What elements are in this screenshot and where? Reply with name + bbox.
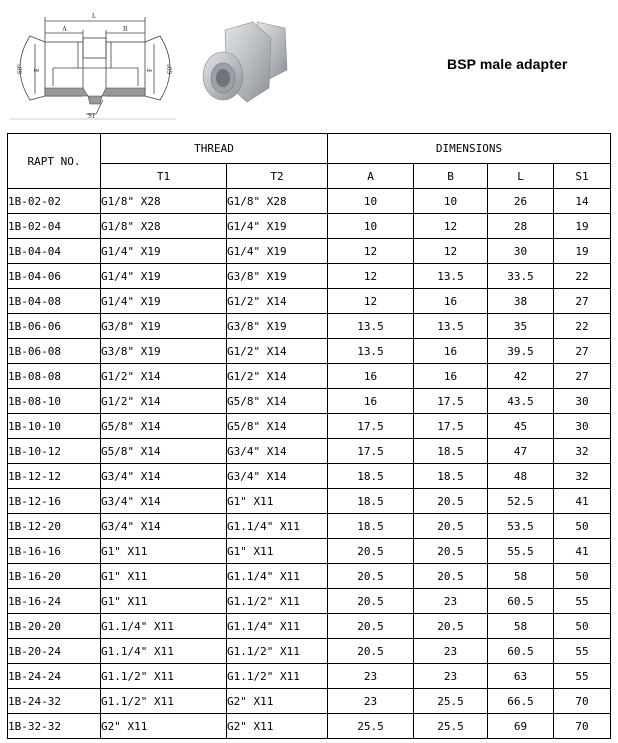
dimension-label-s1: S1 xyxy=(88,112,96,120)
cell-b: 17.5 xyxy=(414,389,488,414)
cell-t1: G1/8" X28 xyxy=(101,189,227,214)
cell-t1: G5/8" X14 xyxy=(101,439,227,464)
cell-part: 1B-10-12 xyxy=(8,439,101,464)
cell-part: 1B-06-08 xyxy=(8,339,101,364)
table-row xyxy=(8,639,611,664)
table-row xyxy=(8,389,611,414)
cell-t2: G2" X11 xyxy=(227,714,328,739)
table-row xyxy=(8,439,611,464)
dimension-label-e: E xyxy=(33,67,41,72)
table-row xyxy=(8,714,611,739)
cell-t2: G1/2" X14 xyxy=(227,289,328,314)
dimension-label-a: A xyxy=(62,25,68,33)
cell-part: 1B-16-24 xyxy=(8,589,101,614)
cell-t1: G2" X11 xyxy=(101,714,227,739)
dimension-label-l: L xyxy=(92,12,97,20)
cell-s1: 32 xyxy=(554,439,611,464)
cell-l: 45 xyxy=(488,414,554,439)
cell-t1: G3/8" X19 xyxy=(101,339,227,364)
cell-part: 1B-20-24 xyxy=(8,639,101,664)
header-a: A xyxy=(328,164,414,189)
cell-l: 26 xyxy=(488,189,554,214)
table-row xyxy=(8,364,611,389)
cell-b: 17.5 xyxy=(414,414,488,439)
cell-l: 38 xyxy=(488,289,554,314)
cell-t2: G1.1/2" X11 xyxy=(227,589,328,614)
cell-t1: G3/8" X19 xyxy=(101,314,227,339)
cell-part: 1B-02-02 xyxy=(8,189,101,214)
table-row xyxy=(8,514,611,539)
cell-l: 60.5 xyxy=(488,639,554,664)
cell-l: 42 xyxy=(488,364,554,389)
cell-part: 1B-04-06 xyxy=(8,264,101,289)
cell-b: 25.5 xyxy=(414,689,488,714)
cell-l: 35 xyxy=(488,314,554,339)
cell-s1: 19 xyxy=(554,214,611,239)
cell-t1: G1/2" X14 xyxy=(101,364,227,389)
cell-s1: 19 xyxy=(554,239,611,264)
cell-b: 10 xyxy=(414,189,488,214)
cell-b: 13.5 xyxy=(414,264,488,289)
cell-t2: G3/8" X19 xyxy=(227,314,328,339)
cell-a: 20.5 xyxy=(328,639,414,664)
cell-s1: 27 xyxy=(554,289,611,314)
table-row xyxy=(8,414,611,439)
cell-t1: G3/4" X14 xyxy=(101,464,227,489)
cell-t1: G1" X11 xyxy=(101,539,227,564)
product-photo xyxy=(197,10,289,108)
cell-a: 17.5 xyxy=(328,439,414,464)
cell-b: 18.5 xyxy=(414,439,488,464)
table-row xyxy=(8,239,611,264)
cell-t1: G1.1/2" X11 xyxy=(101,664,227,689)
table-row xyxy=(8,214,611,239)
cell-s1: 50 xyxy=(554,514,611,539)
header-dimensions: DIMENSIONS xyxy=(328,134,611,164)
cell-a: 16 xyxy=(328,364,414,389)
cell-l: 47 xyxy=(488,439,554,464)
cell-a: 20.5 xyxy=(328,614,414,639)
cell-b: 20.5 xyxy=(414,514,488,539)
table-row xyxy=(8,689,611,714)
cell-part: 1B-20-20 xyxy=(8,614,101,639)
cell-t2: G1.1/2" X11 xyxy=(227,664,328,689)
cell-s1: 55 xyxy=(554,589,611,614)
technical-drawing xyxy=(8,8,178,120)
cell-l: 66.5 xyxy=(488,689,554,714)
cell-part: 1B-04-08 xyxy=(8,289,101,314)
cell-l: 58 xyxy=(488,564,554,589)
cell-a: 18.5 xyxy=(328,464,414,489)
cell-t1: G3/4" X14 xyxy=(101,489,227,514)
cell-s1: 50 xyxy=(554,614,611,639)
cell-a: 23 xyxy=(328,689,414,714)
cell-a: 12 xyxy=(328,289,414,314)
cell-t2: G1.1/2" X11 xyxy=(227,639,328,664)
cell-t1: G1/8" X28 xyxy=(101,214,227,239)
cell-t2: G2" X11 xyxy=(227,689,328,714)
cell-l: 28 xyxy=(488,214,554,239)
cell-part: 1B-06-06 xyxy=(8,314,101,339)
cell-t2: G1/2" X14 xyxy=(227,339,328,364)
cell-l: 39.5 xyxy=(488,339,554,364)
cell-s1: 14 xyxy=(554,189,611,214)
cell-t2: G3/4" X14 xyxy=(227,464,328,489)
cell-l: 43.5 xyxy=(488,389,554,414)
cell-l: 58 xyxy=(488,614,554,639)
cell-part: 1B-08-08 xyxy=(8,364,101,389)
cell-b: 20.5 xyxy=(414,564,488,589)
cell-t1: G5/8" X14 xyxy=(101,414,227,439)
cell-s1: 27 xyxy=(554,339,611,364)
cell-a: 20.5 xyxy=(328,539,414,564)
cell-t2: G1.1/4" X11 xyxy=(227,614,328,639)
cell-a: 12 xyxy=(328,264,414,289)
cell-t1: G1/2" X14 xyxy=(101,389,227,414)
cell-t2: G3/4" X14 xyxy=(227,439,328,464)
cell-b: 23 xyxy=(414,664,488,689)
cell-a: 13.5 xyxy=(328,339,414,364)
cell-b: 23 xyxy=(414,639,488,664)
cell-t2: G5/8" X14 xyxy=(227,414,328,439)
table-row xyxy=(8,314,611,339)
table-row xyxy=(8,589,611,614)
angle-label-left: 60° xyxy=(16,64,24,74)
header-thread: THREAD xyxy=(101,134,328,164)
cell-l: 53.5 xyxy=(488,514,554,539)
cell-t1: G3/4" X14 xyxy=(101,514,227,539)
cell-part: 1B-08-10 xyxy=(8,389,101,414)
cell-t1: G1.1/4" X11 xyxy=(101,614,227,639)
table-row xyxy=(8,264,611,289)
cell-t2: G3/8" X19 xyxy=(227,264,328,289)
cell-l: 69 xyxy=(488,714,554,739)
header-t2: T2 xyxy=(227,164,328,189)
cell-l: 48 xyxy=(488,464,554,489)
cell-s1: 70 xyxy=(554,689,611,714)
cell-b: 20.5 xyxy=(414,614,488,639)
cell-a: 10 xyxy=(328,214,414,239)
spec-table xyxy=(7,133,611,739)
cell-t2: G1/4" X19 xyxy=(227,214,328,239)
cell-t1: G1" X11 xyxy=(101,589,227,614)
header-l: L xyxy=(488,164,554,189)
cell-s1: 70 xyxy=(554,714,611,739)
table-row xyxy=(8,664,611,689)
cell-a: 20.5 xyxy=(328,564,414,589)
cell-l: 55.5 xyxy=(488,539,554,564)
table-row xyxy=(8,464,611,489)
cell-a: 23 xyxy=(328,664,414,689)
cell-t1: G1.1/4" X11 xyxy=(101,639,227,664)
cell-s1: 30 xyxy=(554,389,611,414)
cell-a: 18.5 xyxy=(328,514,414,539)
header-b: B xyxy=(414,164,488,189)
cell-t1: G1.1/2" X11 xyxy=(101,689,227,714)
cell-l: 33.5 xyxy=(488,264,554,289)
cell-s1: 55 xyxy=(554,639,611,664)
table-row xyxy=(8,289,611,314)
cell-t1: G1/4" X19 xyxy=(101,264,227,289)
cell-t2: G1/4" X19 xyxy=(227,239,328,264)
cell-part: 1B-04-04 xyxy=(8,239,101,264)
cell-b: 25.5 xyxy=(414,714,488,739)
cell-b: 13.5 xyxy=(414,314,488,339)
cell-t2: G1/8" X28 xyxy=(227,189,328,214)
cell-t2: G1" X11 xyxy=(227,539,328,564)
cell-s1: 55 xyxy=(554,664,611,689)
cell-b: 16 xyxy=(414,364,488,389)
cell-part: 1B-24-24 xyxy=(8,664,101,689)
cell-s1: 41 xyxy=(554,489,611,514)
cell-t1: G1" X11 xyxy=(101,564,227,589)
cell-l: 52.5 xyxy=(488,489,554,514)
cell-b: 12 xyxy=(414,214,488,239)
cell-t2: G5/8" X14 xyxy=(227,389,328,414)
table-row xyxy=(8,189,611,214)
cell-s1: 22 xyxy=(554,264,611,289)
cell-part: 1B-32-32 xyxy=(8,714,101,739)
cell-l: 60.5 xyxy=(488,589,554,614)
angle-label-right: 60° xyxy=(166,64,174,74)
cell-t2: G1/2" X14 xyxy=(227,364,328,389)
cell-l: 30 xyxy=(488,239,554,264)
cell-a: 18.5 xyxy=(328,489,414,514)
cell-t2: G1.1/4" X11 xyxy=(227,514,328,539)
cell-a: 16 xyxy=(328,389,414,414)
cell-l: 63 xyxy=(488,664,554,689)
cell-part: 1B-12-16 xyxy=(8,489,101,514)
cell-s1: 22 xyxy=(554,314,611,339)
cell-b: 20.5 xyxy=(414,539,488,564)
cell-t2: G1" X11 xyxy=(227,489,328,514)
cell-a: 10 xyxy=(328,189,414,214)
cell-b: 20.5 xyxy=(414,489,488,514)
table-row xyxy=(8,339,611,364)
cell-part: 1B-16-16 xyxy=(8,539,101,564)
header-s1: S1 xyxy=(554,164,611,189)
table-row xyxy=(8,614,611,639)
table-row xyxy=(8,539,611,564)
dimension-label-b: B xyxy=(123,25,128,33)
cell-a: 13.5 xyxy=(328,314,414,339)
cell-s1: 50 xyxy=(554,564,611,589)
product-title: BSP male adapter xyxy=(447,56,568,72)
table-row xyxy=(8,489,611,514)
cell-t1: G1/4" X19 xyxy=(101,289,227,314)
cell-s1: 30 xyxy=(554,414,611,439)
cell-b: 23 xyxy=(414,589,488,614)
cell-a: 20.5 xyxy=(328,589,414,614)
cell-b: 18.5 xyxy=(414,464,488,489)
dimension-label-f: F xyxy=(146,68,154,72)
table-row xyxy=(8,564,611,589)
cell-part: 1B-24-32 xyxy=(8,689,101,714)
cell-a: 12 xyxy=(328,239,414,264)
cell-s1: 27 xyxy=(554,364,611,389)
cell-part: 1B-12-20 xyxy=(8,514,101,539)
cell-s1: 41 xyxy=(554,539,611,564)
cell-part: 1B-16-20 xyxy=(8,564,101,589)
cell-b: 12 xyxy=(414,239,488,264)
cell-part: 1B-10-10 xyxy=(8,414,101,439)
cell-part: 1B-02-04 xyxy=(8,214,101,239)
cell-b: 16 xyxy=(414,289,488,314)
cell-a: 25.5 xyxy=(328,714,414,739)
cell-t2: G1.1/4" X11 xyxy=(227,564,328,589)
cell-b: 16 xyxy=(414,339,488,364)
cell-t1: G1/4" X19 xyxy=(101,239,227,264)
cell-part: 1B-12-12 xyxy=(8,464,101,489)
cell-s1: 32 xyxy=(554,464,611,489)
cell-a: 17.5 xyxy=(328,414,414,439)
header-part-no: RAPT NO. xyxy=(8,134,101,189)
header-t1: T1 xyxy=(101,164,227,189)
